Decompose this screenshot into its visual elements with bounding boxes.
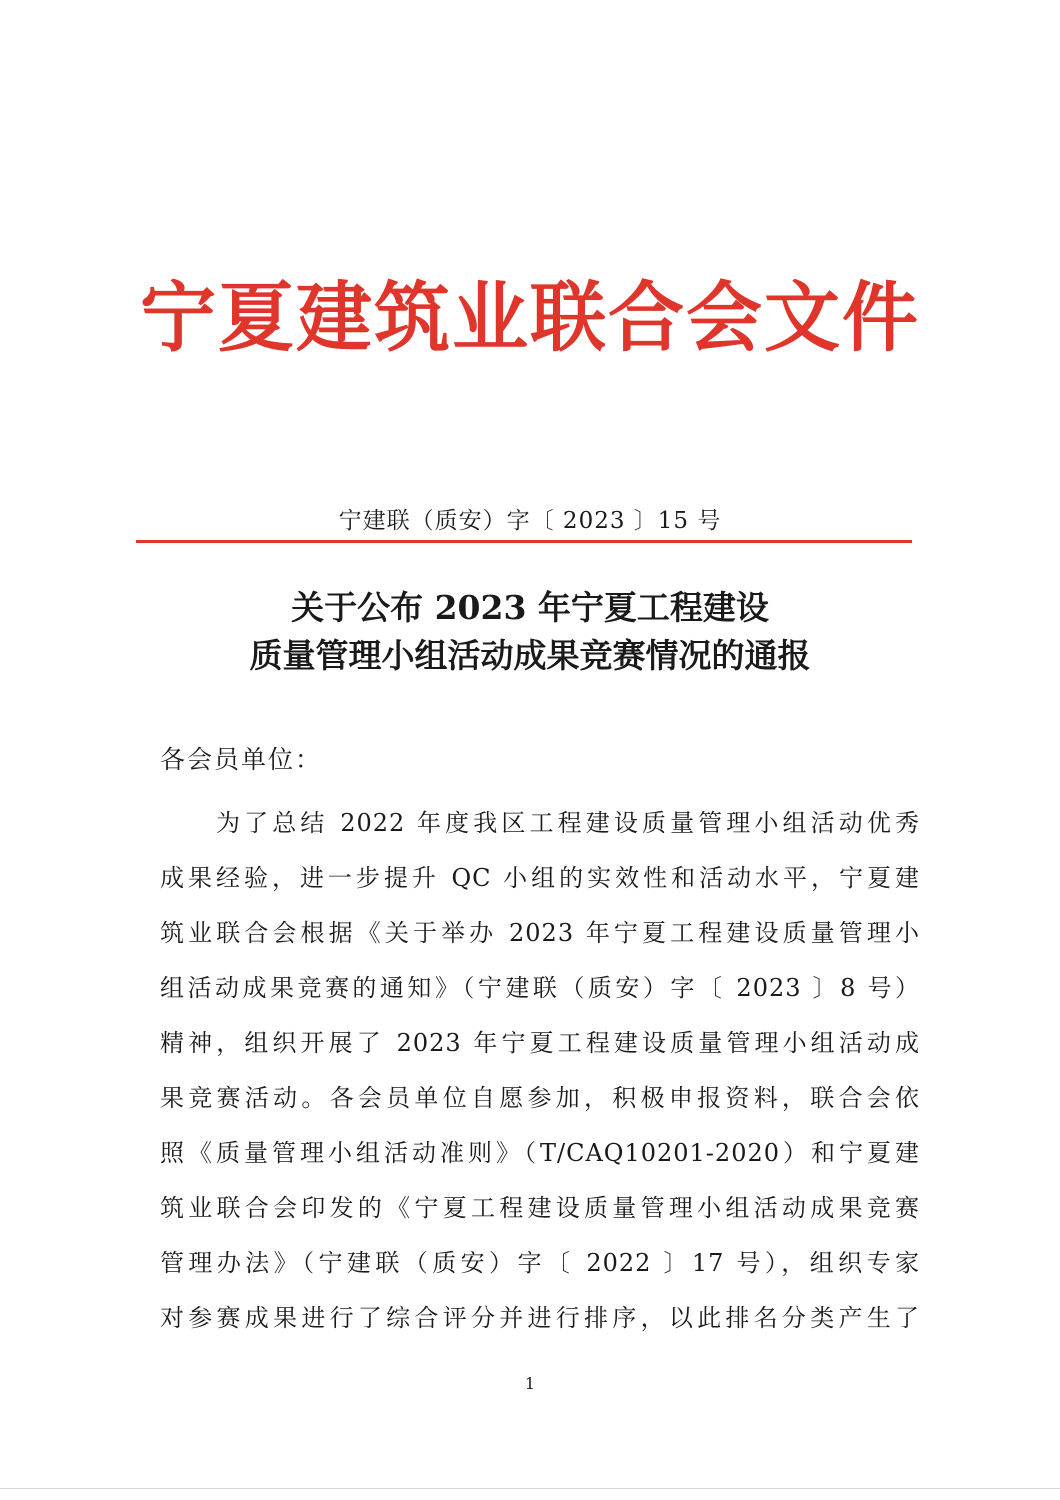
body-line: 成果经验，进一步提升 QC 小组的实效性和活动水平，宁夏建	[160, 864, 920, 892]
body-paragraph	[160, 796, 920, 1346]
document-title	[0, 584, 1060, 680]
body-line: 组活动成果竞赛的通知》（宁建联（质安）字〔 2023 〕8 号）	[160, 974, 920, 1002]
body-line: 精神，组织开展了 2023 年宁夏工程建设质量管理小组活动成	[160, 1029, 920, 1057]
red-divider-line	[136, 540, 912, 543]
body-line: 照《质量管理小组活动准则》（T/CAQ10201-2020）和宁夏建	[160, 1139, 920, 1167]
body-line: 筑业联合会根据《关于举办 2023 年宁夏工程建设质量管理小	[160, 919, 920, 947]
scan-edge-line	[0, 1488, 1060, 1489]
masthead-title: 宁夏建筑业联合会文件	[140, 273, 920, 362]
body-line: 为了总结 2022 年度我区工程建设质量管理小组活动优秀	[216, 809, 920, 837]
salutation: 各会员单位：	[160, 745, 323, 774]
title-line-1: 关于公布 2023 年宁夏工程建设	[291, 588, 769, 627]
document-number: 宁建联（质安）字〔 2023 〕15 号	[338, 508, 722, 534]
body-line: 果竞赛活动。各会员单位自愿参加，积极申报资料，联合会依	[160, 1084, 920, 1112]
body-line: 对参赛成果进行了综合评分并进行排序，以此排名分类产生了	[160, 1304, 920, 1332]
title-line-2: 质量管理小组活动成果竞赛情况的通报	[249, 636, 811, 675]
page-number: 1	[524, 1374, 536, 1393]
body-line: 筑业联合会印发的《宁夏工程建设质量管理小组活动成果竞赛	[160, 1194, 920, 1222]
body-line: 管理办法》（宁建联（质安）字〔 2022 〕17 号），组织专家	[160, 1249, 920, 1277]
